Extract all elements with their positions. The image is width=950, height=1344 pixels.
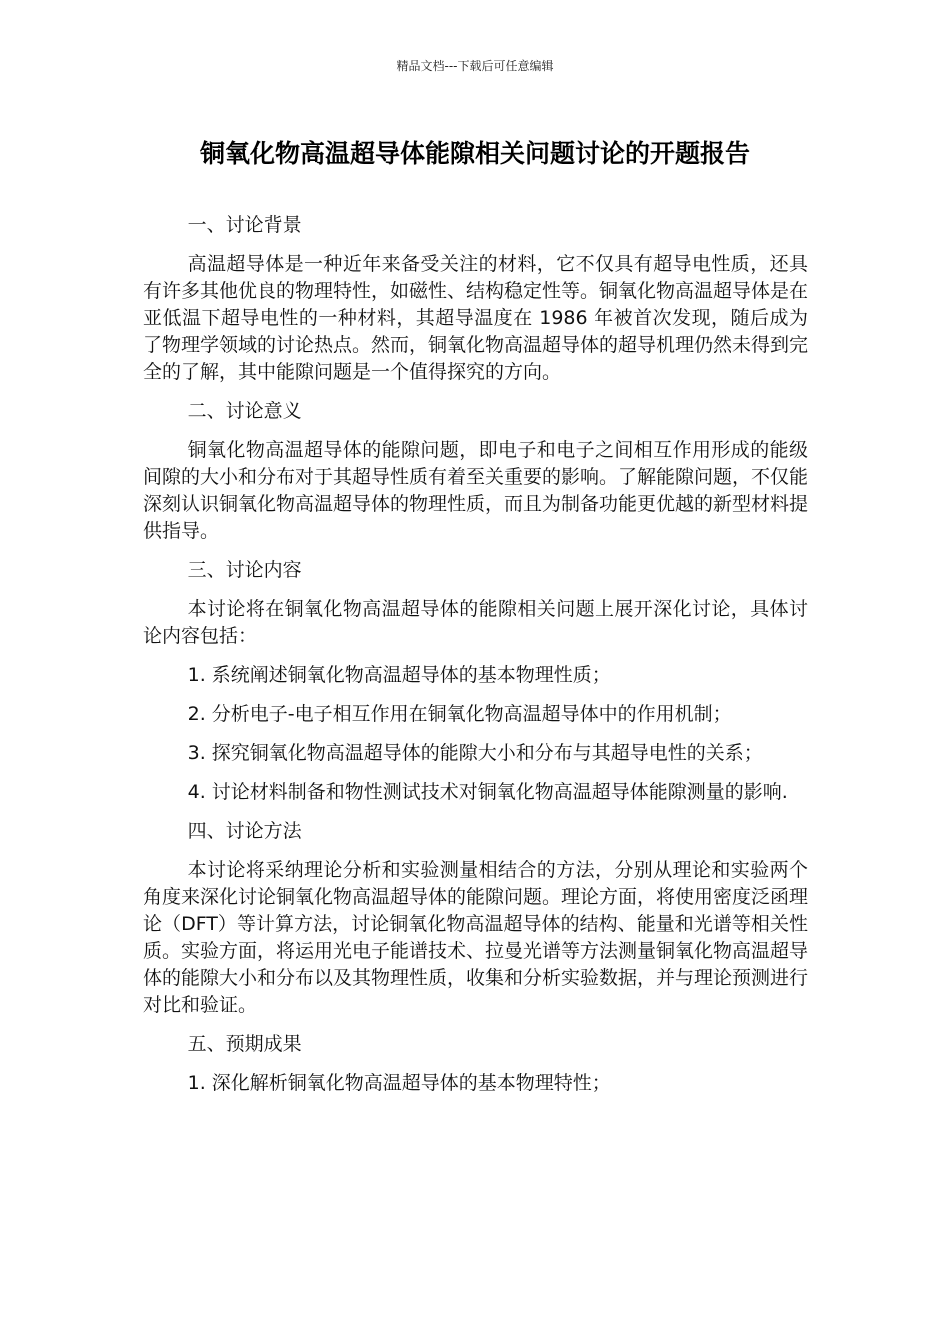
- paragraph-methods: 本讨论将采纳理论分析和实验测量相结合的方法，分别从理论和实验两个角度来深化讨论铜氧化物高温超导体的能隙问题。理论方面，将使用密度泛函理论（DFT）等计算方法，讨论铜氧化物高温超导体的结构、能量和光谱等相关性质。实验方面，将运用光电子能谱技术、拉曼光谱等方法测量铜氧化物高温超导体的能隙大小和分布以及其物理性质，收集和分析实验数据，并与理论预测进行对比和验证。: [143, 859, 809, 1016]
- list-item-outcomes-1: 1. 深化解析铜氧化物高温超导体的基本物理特性；: [187, 1072, 611, 1094]
- document-body: [143, 212, 808, 1097]
- list-item-content-2: 2. 分析电子-电子相互作用在铜氧化物高温超导体中的作用机制；: [187, 703, 732, 725]
- section-heading-significance: 二、讨论意义: [187, 400, 302, 422]
- watermark-header: 精品文档---下载后可任意编辑: [396, 59, 554, 73]
- document-title: 铜氧化物高温超导体能隙相关问题讨论的开题报告: [199, 139, 750, 168]
- list-item-content-4: 4. 讨论材料制备和物性测试技术对铜氧化物高温超导体能隙测量的影响.: [187, 781, 788, 803]
- section-heading-background: 一、讨论背景: [187, 214, 302, 236]
- paragraph-significance: 铜氧化物高温超导体的能隙问题，即电子和电子之间相互作用形成的能级间隙的大小和分布对于其超导性质有着至关重要的影响。了解能隙问题，不仅能深刻认识铜氧化物高温超导体的物理性质，而且为制备功能更优越的新型材料提供指导。: [143, 439, 809, 542]
- section-heading-content: 三、讨论内容: [187, 559, 302, 581]
- paragraph-content-intro: 本讨论将在铜氧化物高温超导体的能隙相关问题上展开深化讨论，具体讨论内容包括：: [143, 598, 808, 647]
- list-item-content-1: 1. 系统阐述铜氧化物高温超导体的基本物理性质；: [187, 664, 611, 686]
- list-item-content-3: 3. 探究铜氧化物高温超导体的能隙大小和分布与其超导电性的关系；: [187, 742, 763, 764]
- section-heading-outcomes: 五、预期成果: [187, 1033, 302, 1055]
- section-heading-methods: 四、讨论方法: [187, 820, 302, 842]
- paragraph-background: 高温超导体是一种近年来备受关注的材料，它不仅具有超导电性质，还具有许多其他优良的物理特性，如磁性、结构稳定性等。铜氧化物高温超导体是在亚低温下超导电性的一种材料，其超导温度在 1986 年被首次发现，随后成为了物理学领域的讨论热点。然而，铜氧化物高温超导体的超导机理仍然未得到完全的了解，其中能隙问题是一个值得探究的方向。: [143, 253, 809, 383]
